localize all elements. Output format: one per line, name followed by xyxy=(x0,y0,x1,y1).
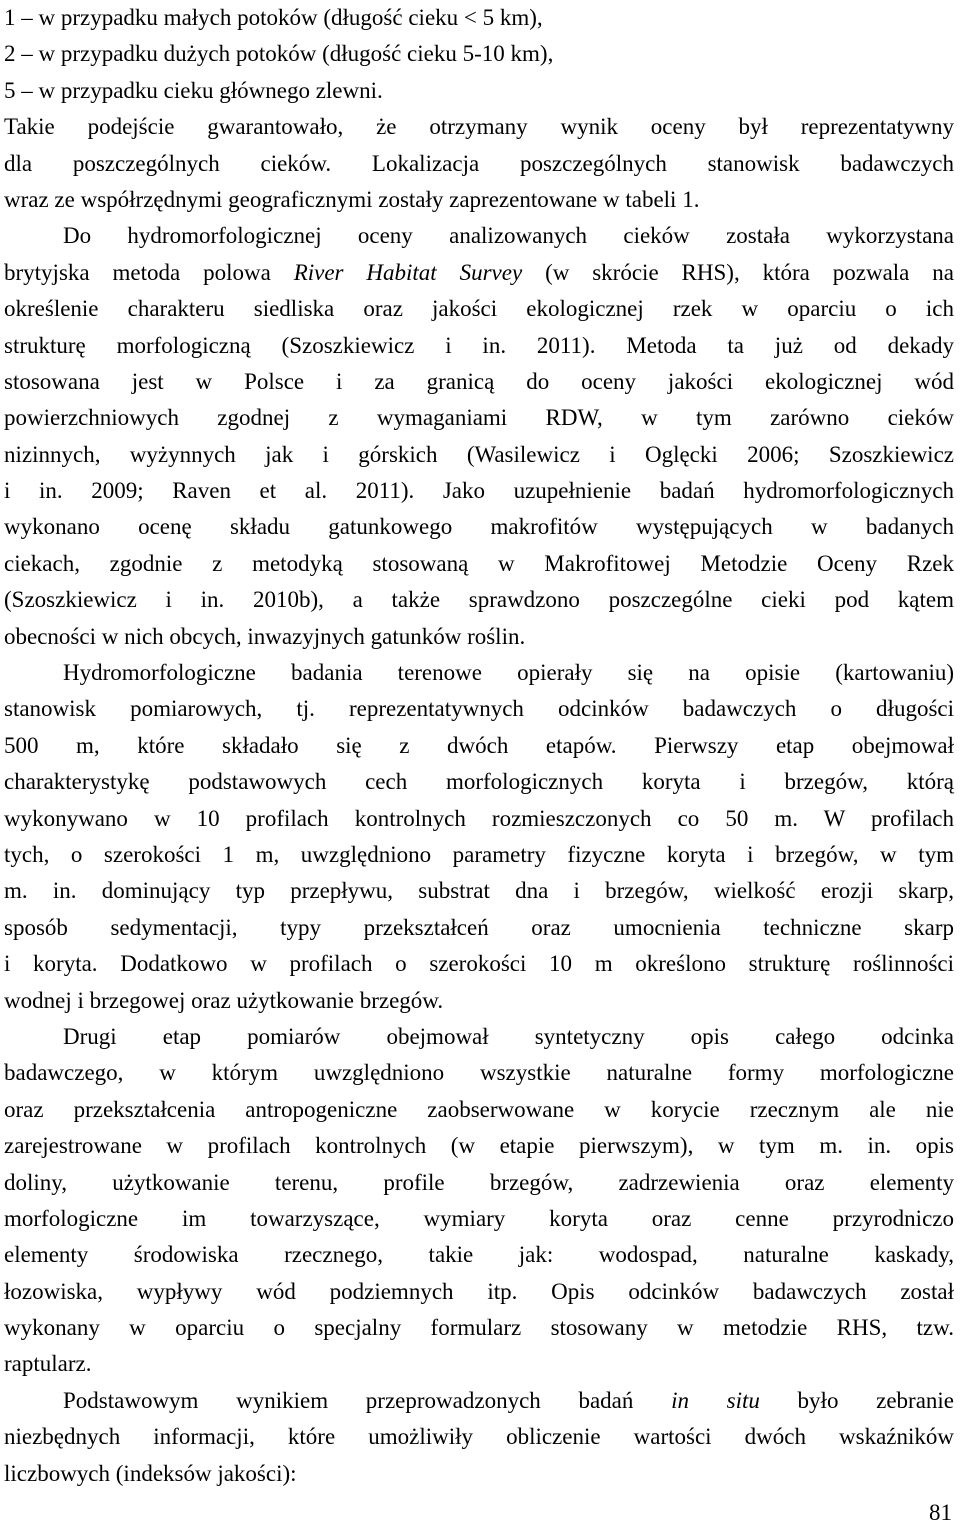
text-segment: Podstawowym wynikiem przeprowadzonych badań xyxy=(63,1387,672,1413)
text-line: (Szoszkiewicz i in. 2010b), a także sprawdzono poszczególne cieki pod kątem xyxy=(4,587,954,613)
text-line: wykonany w oparciu o specjalny formularz stosowany w metodzie RHS, tzw. xyxy=(4,1315,954,1341)
text-line: badawczego, w którym uwzględniono wszystkie naturalne formy morfologiczne xyxy=(4,1060,954,1086)
text-line: wraz ze współrzędnymi geograficznymi zostały zaprezentowane w tabeli 1. xyxy=(4,186,700,212)
text-line: obecności w nich obcych, inwazyjnych gatunków roślin. xyxy=(4,623,526,649)
text-line: strukturę morfologiczną (Szoszkiewicz i in. 2011). Metoda ta już od dekady xyxy=(4,332,954,358)
text-line: elementy środowiska rzecznego, takie jak: wodospad, naturalne kaskady, xyxy=(4,1242,954,1268)
text-line: Hydromorfologiczne badania terenowe opierały się na opisie (kartowaniu) xyxy=(63,660,954,686)
text-line: wykonano ocenę składu gatunkowego makrofitów występujących w badanych xyxy=(4,514,954,540)
text-segment: (w skrócie RHS), która pozwala na xyxy=(522,259,954,285)
text-line: charakterystykę podstawowych cech morfologicznych koryta i brzegów, którą xyxy=(4,769,954,795)
text-line: tych, o szerokości 1 m, uwzględniono parametry fizyczne koryta i brzegów, w tym xyxy=(4,841,954,867)
text-line: Do hydromorfologicznej oceny analizowanych cieków została wykorzystana xyxy=(63,223,954,249)
italic-term: River Habitat Survey xyxy=(293,259,523,285)
text-line: 1 – w przypadku małych potoków (długość cieku < 5 km), xyxy=(4,5,543,30)
text-line: łozowiska, wypływy wód podziemnych itp. Opis odcinków badawczych został xyxy=(4,1278,954,1304)
text-line: 5 – w przypadku cieku głównego zlewni. xyxy=(4,77,383,103)
text-line: dla poszczególnych cieków. Lokalizacja poszczególnych stanowisk badawczych xyxy=(4,150,954,176)
text-line: 2 – w przypadku dużych potoków (długość cieku 5-10 km), xyxy=(4,41,554,67)
text-line: ciekach, zgodnie z metodyką stosowaną w Makrofitowej Metodzie Oceny Rzek xyxy=(4,550,954,576)
text-line: i in. 2009; Raven et al. 2011). Jako uzupełnienie badań hydromorfologicznych xyxy=(4,478,954,504)
text-line: doliny, użytkowanie terenu, profile brzegów, zadrzewienia oraz elementy xyxy=(4,1169,954,1195)
italic-term: in situ xyxy=(671,1387,760,1413)
text-line xyxy=(4,1383,954,1419)
text-line: stosowana jest w Polsce i za granicą do oceny jakości ekologicznej wód xyxy=(4,368,954,394)
text-line: oraz przekształcenia antropogeniczne zaobserwowane w korycie rzecznym ale nie xyxy=(4,1096,954,1122)
text-line: wykonywano w 10 profilach kontrolnych rozmieszczonych co 50 m. W profilach xyxy=(4,805,954,831)
text-line: zarejestrowane w profilach kontrolnych (w etapie pierwszym), w tym m. in. opis xyxy=(4,1133,954,1159)
text-line: i koryta. Dodatkowo w profilach o szerokości 10 m określono strukturę roślinności xyxy=(4,951,954,977)
text-line: Drugi etap pomiarów obejmował syntetyczny opis całego odcinka xyxy=(63,1023,954,1049)
text-line: niezbędnych informacji, które umożliwiły obliczenie wartości dwóch wskaźników xyxy=(4,1424,954,1450)
text-segment: brytyjska metoda polowa xyxy=(4,259,294,285)
text-line: wodnej i brzegowej oraz użytkowanie brzegów. xyxy=(4,987,444,1013)
text-line: sposób sedymentacji, typy przekształceń oraz umocnienia techniczne skarp xyxy=(4,914,954,940)
text-segment: było zebranie xyxy=(759,1387,955,1413)
text-line: powierzchniowych zgodnej z wymaganiami RDW, w tym zarówno cieków xyxy=(4,405,954,431)
text-line: morfologiczne im towarzyszące, wymiary koryta oraz cenne przyrodniczo xyxy=(4,1205,954,1231)
text-line: nizinnych, wyżynnych jak i górskich (Wasilewicz i Oglęcki 2006; Szoszkiewicz xyxy=(4,441,954,467)
text-line: liczbowych (indeksów jakości): xyxy=(4,1460,297,1486)
text-line: 500 m, które składało się z dwóch etapów. Pierwszy etap obejmował xyxy=(4,732,954,758)
text-line: m. in. dominujący typ przepływu, substrat dna i brzegów, wielkość erozji skarp, xyxy=(4,878,954,904)
text-line xyxy=(4,255,954,291)
text-line: raptularz. xyxy=(4,1351,92,1377)
text-line: stanowisk pomiarowych, tj. reprezentatywnych odcinków badawczych o długości xyxy=(4,696,954,722)
text-line: określenie charakteru siedliska oraz jakości ekologicznej rzek w oparciu o ich xyxy=(4,296,954,322)
text-line: Takie podejście gwarantowało, że otrzymany wynik oceny był reprezentatywny xyxy=(4,114,954,140)
page-number: 81 xyxy=(929,1500,952,1525)
document-page xyxy=(4,0,954,1492)
